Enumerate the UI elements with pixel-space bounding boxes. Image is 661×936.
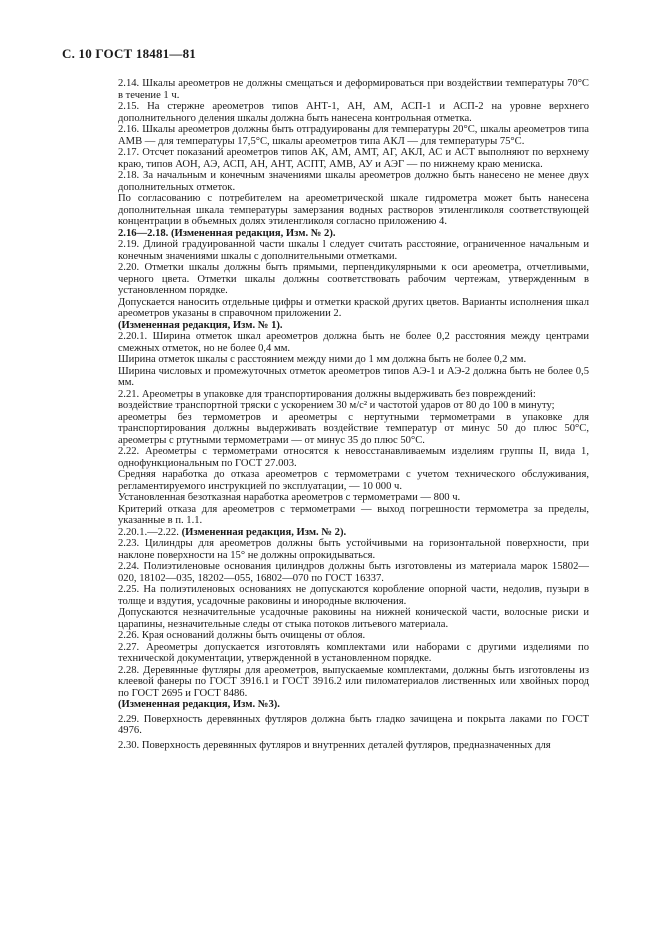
paragraph: Допускаются незначительные усадочные раковины на нижней конической части, волосные риски и царапины, незначительные следы от стыка потоков литьевого материала. xyxy=(118,607,589,630)
paragraph: 2.20. Отметки шкалы должны быть прямыми, перпендикулярными к оси ареометра, отчетливыми, черного цвета. Отметки шкалы должны соответствовать рабочим чертежам, утвержденным в установленном порядке. xyxy=(118,262,589,296)
amendment-note: (Измененная редакция, Изм. №3). xyxy=(118,699,280,710)
paragraph: 2.15. На стержне ареометров типов АНТ-1, АН, AM, АСП-1 и АСП-2 на уровне верхнего дополнительного деления шкалы должна быть нанесена контрольная отметка. xyxy=(118,101,589,124)
paragraph: 2.24. Полиэтиленовые основания цилиндров должны быть изготовлены из материала марок 15802—020, 18102—035, 18202—055, 16802—070 по ГОСТ 16337. xyxy=(118,561,589,584)
paragraph: Установленная безотказная наработка ареометров с термометрами — 800 ч. xyxy=(118,492,461,503)
paragraph: 2.17. Отсчет показаний ареометров типов АК, AM, АМТ, АГ, АКЛ, АС и АСТ выполняют по верхнему краю, типов АОН, АЭ, АСП, АН, АНТ, АСПТ, АМВ, АУ и АЭГ — по нижнему краю мениска. xyxy=(118,147,589,170)
paragraph: Ширина отметок шкалы с расстоянием между ними до 1 мм должна быть не более 0,2 мм. xyxy=(118,354,527,365)
paragraph: 2.29. Поверхность деревянных футляров должна быть гладко зачищена и покрыта лаками по ГОСТ 4976. xyxy=(118,713,589,736)
document-body xyxy=(90,78,589,751)
paragraph: 2.14. Шкалы ареометров не должны смещаться и деформироваться при воздействии температуры 70°С в течение 1 ч. xyxy=(118,78,589,101)
paragraph: 2.21. Ареометры в упаковке для транспортирования должны выдерживать без повреждений: xyxy=(118,388,536,400)
paragraph: 2.19. Длиной градуированной части шкалы l следует считать расстояние, ограниченное начальным и конечным значениями шкалы с дополнительными отметками. xyxy=(118,239,589,262)
amendment-note: (Измененная редакция, Изм. № 1). xyxy=(118,319,283,331)
paragraph: 2.30. Поверхность деревянных футляров и внутренних деталей футляров, предназначенных для xyxy=(118,739,551,751)
paragraph: 2.25. На полиэтиленовых основаниях не допускаются коробление опорной части, недолив, пузыри в толще и вздутия, усадочные раковины и инородные включения. xyxy=(118,584,589,607)
paragraph: 2.22. Ареометры с термометрами относятся к невосстанавливаемым изделиям группы II, вида 1, однофункциональным по ГОСТ 27.003. xyxy=(118,446,589,469)
amendment-note: 2.16—2.18. (Измененная редакция, Изм. № 2). xyxy=(118,227,336,239)
paragraph: 2.27. Ареометры допускается изготовлять комплектами или наборами с другими изделиями по технической документации, утвержденной в установленном порядке. xyxy=(118,641,589,664)
paragraph: Ширина числовых и промежуточных отметок ареометров типов АЭ-1 и АЭ-2 должна быть не более 0,5 мм. xyxy=(118,365,589,388)
paragraph: 2.16. Шкалы ареометров должны быть отградуированы для температуры 20°С, шкалы ареометров типа АМВ — для температуры 17,5°С, шкалы ареометров типа АКЛ — для температуры 75°С. xyxy=(118,124,589,147)
paragraph: Средняя наработка до отказа ареометров с термометрами с учетом технического обслуживания, регламентируемого инструкцией по эксплуатации, — 10 000 ч. xyxy=(118,469,589,492)
paragraph: 2.26. Края оснований должны быть очищены от облоя. xyxy=(118,630,366,641)
amendment-note-bold: (Измененная редакция, Изм. № 2). xyxy=(181,526,347,538)
paragraph: По согласованию с потребителем на ареометрической шкале гидрометра может быть нанесена дополнительная шкала температуры замерзания водных растворов этиленгликоля соответствующей концентрации в объемных долях этиленгликоля согласно приложению 4. xyxy=(118,193,589,227)
paragraph: воздействие транспортной тряски с ускорением 30 м/с² и частотой ударов от 80 до 100 в минуту; xyxy=(118,400,555,411)
paragraph: Критерий отказа для ареометров с термометрами — выход погрешности термометра за пределы, указанные в п. 1.1. xyxy=(118,503,589,526)
paragraph: 2.23. Цилиндры для ареометров должны быть устойчивыми на горизонтальной поверхности, при наклоне поверхности на 15° не должны опрокидываться. xyxy=(118,538,589,561)
paragraph: 2.18. За начальным и конечным значениями шкалы ареометров должно быть нанесено не менее двух дополнительных отметок. xyxy=(118,170,589,193)
paragraph: 2.28. Деревянные футляры для ареометров, выпускаемые комплектами, должны быть изготовлены из клеевой фанеры по ГОСТ 3916.1 и ГОСТ 3916.2 или пиломатериалов лиственных или хвойных пород по ГОСТ 2695 и ГОСТ 8486. xyxy=(118,664,589,699)
paragraph: Допускается наносить отдельные цифры и отметки краской других цветов. Варианты исполнения шкал ареометров указаны в справочном приложении 2. xyxy=(118,296,589,319)
amendment-note: 2.20.1.—2.22. (Измененная редакция, Изм. № 2). xyxy=(118,526,347,538)
paragraph: 2.20.1. Ширина отметок шкал ареометров должна быть не более 0,2 расстояния между центрами смежных отметок, но не более 0,4 мм. xyxy=(118,331,589,354)
paragraph: ареометры без термометров и ареометры с нертутными термометрами в упаковке для транспортирования должны выдерживать воздействие температур от минус 50 до плюс 50°С, ареометры с ртутными термометрами — от минус 35 до плюс 50°С. xyxy=(118,411,589,446)
page-header: С. 10 ГОСТ 18481—81 xyxy=(62,46,196,61)
